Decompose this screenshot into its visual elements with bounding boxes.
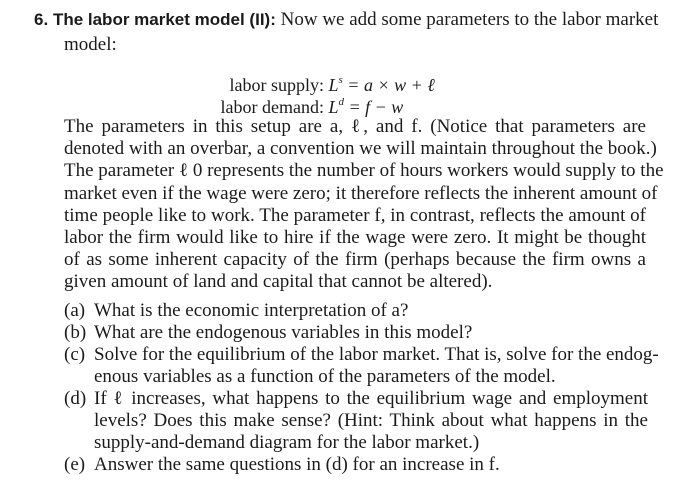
question-a-text: What is the economic interpretation of a?	[94, 300, 409, 321]
question-e	[64, 454, 654, 476]
problem-number: 6.	[34, 10, 49, 29]
paragraph-line: market even if the wage were zero; it therefore reflects the inherent amount of	[64, 182, 658, 204]
paragraph-line: The parameter ℓ 0 represents the number of hours workers would supply to the	[64, 160, 664, 182]
question-d-label: (d)	[64, 388, 87, 409]
supply-equation-rhs: = a × w + ℓ	[347, 75, 435, 95]
demand-equation-superscript: d	[338, 96, 345, 108]
paragraph-line: time people like to work. The parameter f, in contrast, reflects the amount of	[64, 204, 646, 226]
problem-intro-continued: model:	[64, 34, 117, 55]
paragraph-line: of as some inherent capacity of the firm (perhaps because the firm owns a	[64, 249, 646, 271]
demand-equation-rhs: = f − w	[348, 97, 404, 117]
demand-equation-lhs: L	[328, 97, 339, 117]
paragraph-line: labor the firm would like to hire if the wage were zero. It might be thought	[64, 227, 646, 249]
problem-title: The labor market model (II):	[52, 10, 276, 29]
question-b-label: (b)	[64, 322, 87, 343]
supply-equation-superscript: s	[338, 74, 343, 86]
question-a-label: (a)	[64, 300, 86, 321]
supply-equation-label: labor supply:	[229, 75, 324, 95]
question-d-text-line-3: supply-and-demand diagram for the labor market.)	[94, 432, 480, 453]
question-e-text: Answer the same questions in (d) for an increase in f.	[94, 454, 500, 475]
problem-intro: Now we add some parameters to the labor market	[280, 9, 659, 30]
question-c-text-line-1: Solve for the equilibrium of the labor market. That is, solve for the endog-	[94, 344, 659, 365]
question-d-text-line-2: levels? Does this make sense? (Hint: Think about what happens in the	[94, 410, 648, 431]
demand-equation	[214, 91, 403, 118]
question-c-text-line-2: enous variables as a function of the parameters of the model.	[94, 366, 556, 387]
supply-equation-lhs: L	[328, 75, 339, 95]
question-e-label: (e)	[64, 454, 86, 475]
question-c-label: (c)	[64, 344, 86, 365]
paragraph-line: denoted with an overbar, a convention we will maintain throughout the book.)	[64, 138, 657, 160]
question-b-text: What are the endogenous variables in this model?	[94, 322, 473, 343]
paragraph-line: given amount of land and capital that cannot be altered).	[64, 271, 493, 293]
question-b	[64, 322, 654, 344]
demand-equation-label: labor demand:	[220, 97, 324, 117]
question-d	[64, 388, 654, 454]
question-d-text-line-1: If ℓ increases, what happens to the equilibrium wage and employment	[94, 388, 648, 409]
question-c	[64, 344, 659, 388]
paragraph-line: The parameters in this setup are a, ℓ, and f. (Notice that parameters are	[64, 116, 646, 137]
problem-heading	[34, 8, 659, 32]
question-a	[64, 300, 654, 322]
explanation-paragraph	[64, 116, 664, 294]
